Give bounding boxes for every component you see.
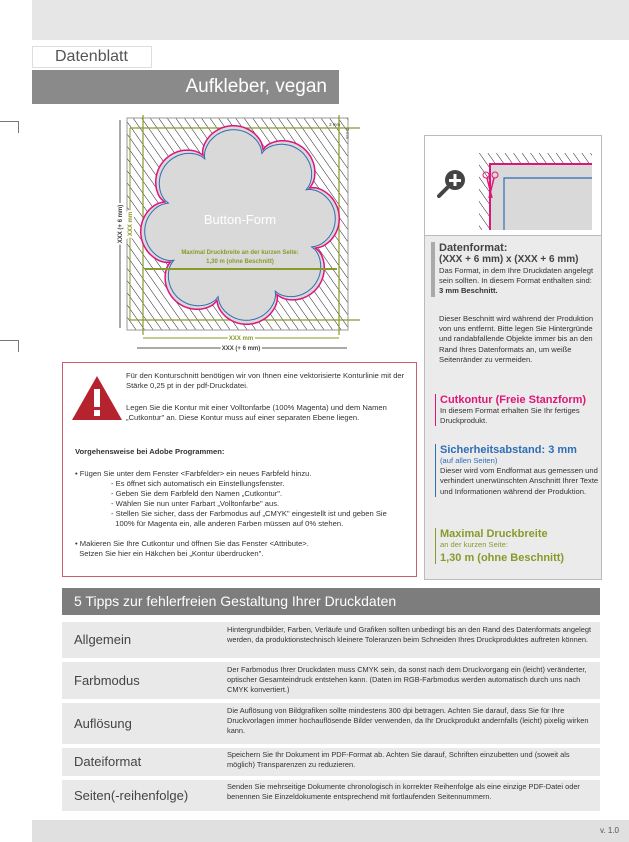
format-bleed: 3 mm Beschnitt. — [439, 286, 498, 296]
substep: 100% für Magenta ein, alle anderen Farben müssen auf 0% stehen. — [111, 519, 344, 528]
format-text: Das Format, in dem Ihre Druckdaten angelegt sein sollten. In diesem Format enthalten sind: — [439, 266, 594, 286]
tip-row — [62, 748, 600, 776]
tips-heading: 5 Tipps zur fehlerfreien Gestaltung Ihrer Druckdaten — [62, 588, 600, 615]
width-gross-label: XXX (+ 6 mm) — [221, 346, 261, 352]
substep: - Es öffnet sich automatisch ein Einstellungsfenster. — [111, 479, 285, 488]
version: v. 1.0 — [600, 826, 619, 835]
safety-title: Sicherheitsabstand: 3 mm — [440, 444, 577, 456]
substep: - Wählen Sie nun unter Farbart „Volltonfarbe" aus. — [111, 499, 280, 508]
crop-mark — [18, 340, 19, 352]
tip-label: Dateiformat — [74, 754, 142, 769]
tip-label: Seiten(-reihenfolge) — [74, 787, 189, 803]
safety-sub: (auf allen Seiten) — [440, 456, 498, 465]
tip-label: Farbmodus — [74, 672, 140, 688]
cut-contour-warning — [62, 362, 417, 577]
step-1: • Fügen Sie unter dem Fenster <Farbfelder> ein neues Farbfeld hinzu. — [75, 469, 312, 478]
height-gross-label: XXX (+ 6 mm) — [118, 204, 124, 244]
width-net-label: XXX mm — [228, 336, 254, 342]
legend-cut — [435, 394, 600, 426]
footer — [32, 820, 629, 842]
crop-mark — [18, 121, 19, 133]
step-2: • Makieren Sie Ihre Cutkontur und öffnen Sie das Fenster <Attribute>. — [75, 539, 309, 548]
bleed-h-label: 3 mm — [329, 122, 341, 127]
tip-text: Hintergrundbilder, Farben, Verläufe und Grafiken sollten unbedingt bis an den Rand des Datenformats angelegt werden, da produktionstechnisch kleinere Toleranzen beim Schneiden Ihres Druckproduktes auftreten können. — [227, 625, 592, 644]
tip-text: Die Auflösung von Bildgrafiken sollte mindestens 300 dpi betragen. Achten Sie darauf, dass Sie für Ihre Druckvorlagen immer hochauflösende Bilder verwenden, da Ihr Druckprodukt andernfalls (leicht) pixelig wirken kann. — [227, 706, 589, 735]
legend-panel — [424, 135, 602, 580]
page-title: Aufkleber, vegan — [32, 70, 339, 104]
substep: - Geben Sie dem Farbfeld den Namen „Cutkontur". — [111, 489, 283, 498]
format-diagram — [110, 110, 360, 360]
format-title: Datenformat: — [439, 242, 508, 254]
tip-row — [62, 662, 600, 699]
bleed-text: Dieser Beschnitt wird während der Produktion von uns entfernt. Bitte legen Sie Hintergründe und randabfallende Objekte immer bis an den Rand Ihres Datenformats an, um weiße Seitenränder zu vermeiden. — [439, 314, 594, 364]
warning-triangle-icon — [71, 375, 123, 421]
warning-text-1: Für den Konturschnitt benötigen wir von Ihnen eine vektorisierte Konturlinie mit der Stärke 0,25 pt in der pdf-Druckdatei. — [126, 371, 405, 390]
zoom-detail — [425, 136, 601, 236]
legend-data-format — [431, 242, 596, 297]
zoom-in-icon — [437, 168, 467, 198]
max-value: 1,30 m (ohne Beschnitt) — [440, 552, 565, 565]
max-sub: an der kurzen Seite: — [440, 540, 508, 549]
height-net-label: XXX mm — [128, 211, 134, 237]
tip-label: Allgemein — [74, 632, 132, 647]
format-size: (XXX + 6 mm) x (XXX + 6 mm) — [439, 254, 579, 265]
cut-text: In diesem Format erhalten Sie Ihr fertiges Druckprodukt. — [440, 406, 580, 426]
substep: - Stellen Sie sicher, dass der Farbmodus auf „CMYK" eingestellt ist und geben Sie — [111, 509, 387, 518]
corner-detail-icon — [479, 153, 592, 230]
datasheet-tab: Datenblatt — [32, 46, 152, 68]
tip-text: Der Farbmodus Ihrer Druckdaten muss CMYK sein, da sonst nach dem Druckvorgang ein (leicht) veränderter, optischer Gesamteindruck entstehen kann. (Daten im RGB-Farbmodus werden automatisch durch uns nach CMYK konvertiert.) — [227, 665, 587, 694]
bleed-v-label: 3 mm — [345, 128, 350, 140]
warning-text-2: Legen Sie die Kontur mit einer Volltonfarbe (100% Magenta) und dem Namen „Cutkontur" an. Diese Kontur muss auf einer separaten Ebene liegen. — [126, 403, 387, 422]
top-band — [32, 0, 629, 40]
crop-mark — [0, 121, 18, 122]
tip-row — [62, 703, 600, 744]
tip-text: Senden Sie mehrseitige Dokumente chronologisch in korrekter Reihenfolge als eine einzige PDF-Datei oder benennen Sie Einzeldokumente entsprechend mit fortlaufenden Seitennummern. — [227, 782, 580, 801]
cut-title: Cutkontur (Freie Stanzform) — [440, 394, 587, 406]
legend-max-width — [435, 528, 600, 564]
step-2-detail: Setzen Sie hier ein Häkchen bei „Kontur überdrucken". — [75, 549, 264, 558]
shape-label: Button-Form — [203, 212, 277, 227]
crop-mark — [0, 340, 18, 341]
safety-text: Dieser wird vom Endformat aus gemessen und verhindert unerwünschten Anschnitt Ihrer Texte und Informationen während der Produktion. — [440, 466, 599, 496]
tip-row — [62, 622, 600, 658]
max-title: Maximal Druckbreite — [440, 528, 548, 540]
procedure-heading: Vorgehensweise bei Adobe Programmen: — [75, 447, 225, 456]
tip-row — [62, 780, 600, 811]
tip-text: Speichern Sie Ihr Dokument im PDF-Format ab. Achten Sie darauf, Schriften einzubetten und (soweit als möglich) Transparenzen zu reduzieren. — [227, 750, 570, 769]
max-width-label: Maximal Druckbreite an der kurzen Seite: — [181, 250, 299, 256]
tip-label: Auflösung — [74, 715, 132, 731]
max-width-value: 1,30 m (ohne Beschnitt) — [206, 259, 274, 265]
legend-safety — [435, 444, 600, 497]
